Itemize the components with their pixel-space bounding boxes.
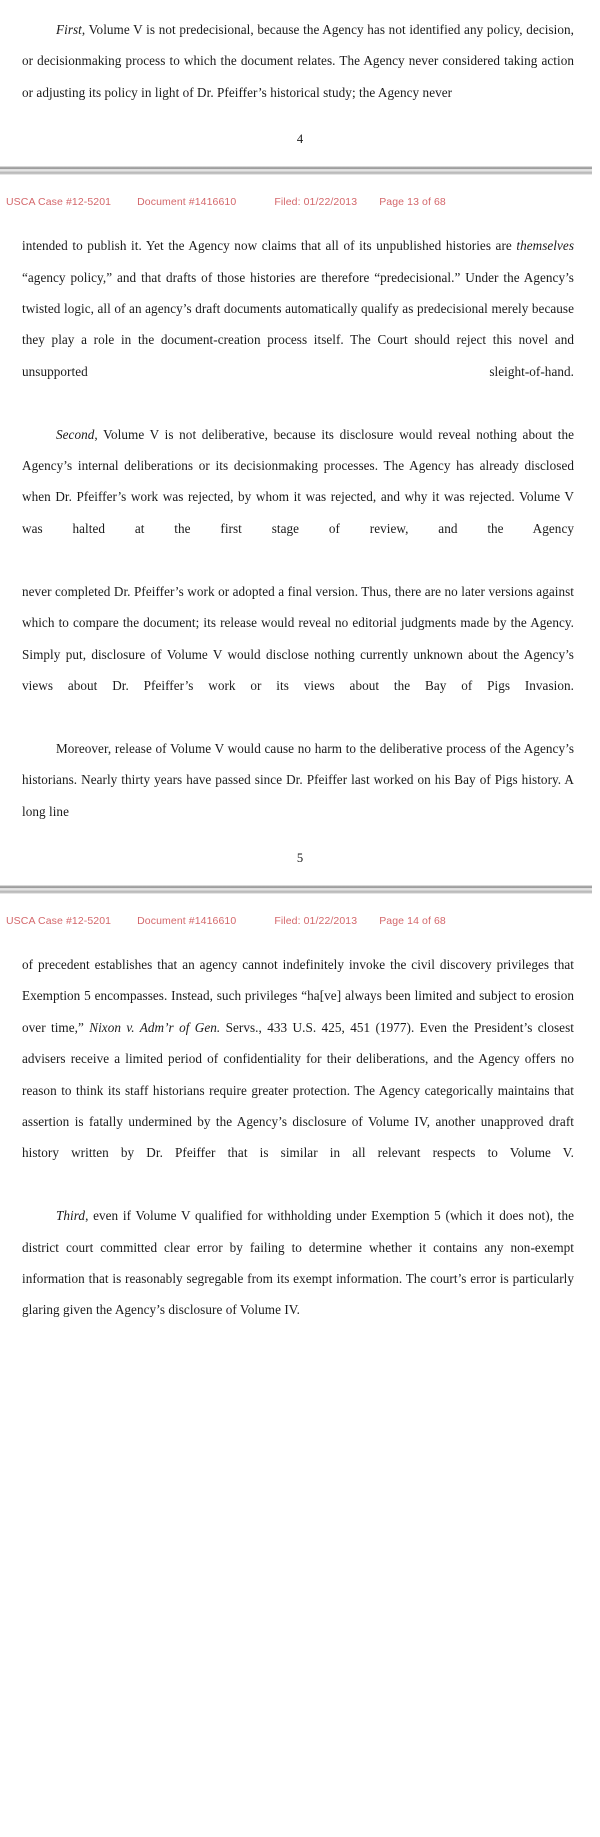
paragraph-second-argument xyxy=(22,419,574,576)
page-1-body xyxy=(0,14,600,108)
stamp-case-number: USCA Case #12-5201 xyxy=(6,196,112,209)
ecf-header-stamp-page-3 xyxy=(0,915,600,935)
page-1-folio: 4 xyxy=(296,132,304,147)
body-text: Servs., 433 U.S. 425, 451 (1977). Even the President’s closest advisers receive a limited period of confidentiality for their deliberations, and the Agency offers no reason to think its staff historians require greater protection. The Agency categorically maintains that assertion is fatally undermined by the Agency’s disclosure of Volume IV, another unapproved draft history written by Dr. Pfeiffer that is similar in all relevant respects to Volume V. xyxy=(22,1019,574,1161)
body-text: “agency policy,” and that drafts of those histories are therefore “predecisional.” Under the Agency’s twisted logic, all of an agency’s draft documents automatically qualify as predecisional merely because they play a role in the document-creation process itself. The Court should reject this novel and unsupported sleight-of-hand. xyxy=(22,269,574,379)
stamp-filed-date: Filed: 01/22/2013 xyxy=(274,914,358,927)
paragraph-precedent-exemption-five xyxy=(22,949,574,1200)
document-page-2 xyxy=(0,196,600,873)
stamp-page-number: Page 14 of 68 xyxy=(379,914,446,927)
body-text: never completed Dr. Pfeiffer’s work or adopted a final version. Thus, there are no later versions against which to compare the document; its release would reveal no editorial judgments made by the Agency. Simply put, disclosure of Volume V would disclose nothing currently unknown about the Agency’s views about Dr. Pfeiffer’s work or its views about the Bay of Pigs Invasion. xyxy=(22,583,574,693)
emphasised-text: themselves xyxy=(516,238,574,254)
ecf-header-stamp-page-2 xyxy=(0,196,600,216)
body-text: , Volume V is not predecisional, because the Agency has not identified any policy, decision, or decisionmaking process to which the document relates. The Agency never considered taking action or adjusting its policy in light of Dr. Pfeiffer’s historical study; the Agency never xyxy=(22,22,574,100)
stamp-case-number: USCA Case #12-5201 xyxy=(6,914,112,927)
body-text: Moreover, release of Volume V would cause no harm to the deliberative process of the Agency’s historians. Nearly thirty years have passed since Dr. Pfeiffer last worked on his Bay of Pigs history. A long line xyxy=(22,740,574,819)
page-separator-1 xyxy=(0,154,600,196)
page-separator-groove xyxy=(0,166,592,175)
paragraph-never-completed xyxy=(22,576,574,733)
paragraph-first-argument xyxy=(22,14,574,108)
body-text: , even if Volume V qualified for withholding under Exemption 5 (which it does not), the district court committed clear error by failing to determine whether it contains any non-exempt information that is reasonably segregable from its exempt information. The court’s error is particularly glaring given the Agency’s disclosure of Volume IV. xyxy=(22,1208,574,1318)
emphasised-text: Third xyxy=(56,1208,86,1224)
paragraph-third-argument xyxy=(22,1200,574,1326)
document-page-3 xyxy=(0,915,600,1326)
stamp-filed-date: Filed: 01/22/2013 xyxy=(274,196,358,209)
paragraph-moreover-release xyxy=(22,733,574,827)
page-3-body xyxy=(0,949,600,1326)
stamp-document-number: Document #1416610 xyxy=(137,196,237,209)
stamp-page-number: Page 13 of 68 xyxy=(379,196,446,209)
emphasised-text: Second xyxy=(56,426,95,442)
paragraph-intended-to-publish xyxy=(22,230,574,418)
emphasised-text: Nixon v. Adm’r of Gen. xyxy=(89,1019,221,1035)
page-separator-2 xyxy=(0,873,600,915)
body-text: , Volume V is not deliberative, because its disclosure would reveal nothing about the Agency’s internal deliberations or its decisionmaking processes. The Agency has already disclosed when Dr. Pfeiffer’s work was rejected, by whom it was rejected, and why it was rejected. Volume V was halted at the first stage of review, and the Agency xyxy=(22,426,574,536)
page-2-stamp-padding xyxy=(0,216,600,230)
document-page-1 xyxy=(0,0,600,154)
stamp-document-number: Document #1416610 xyxy=(137,914,237,927)
page-separator-groove xyxy=(0,885,592,894)
page-2-body xyxy=(0,230,600,827)
page-2-folio: 5 xyxy=(296,850,304,865)
emphasised-text: First xyxy=(56,22,82,37)
page-top-padding xyxy=(0,0,600,14)
body-text: of precedent establishes that an agency cannot indefinitely invoke the civil discovery privileges that Exemption 5 encompasses. Instead, such privileges “ha[ve] always been limited and subject to erosion over time,” xyxy=(22,956,574,1035)
page-3-stamp-padding xyxy=(0,935,600,949)
body-text: intended to publish it. Yet the Agency now claims that all of its unpublished histories are xyxy=(22,238,517,254)
